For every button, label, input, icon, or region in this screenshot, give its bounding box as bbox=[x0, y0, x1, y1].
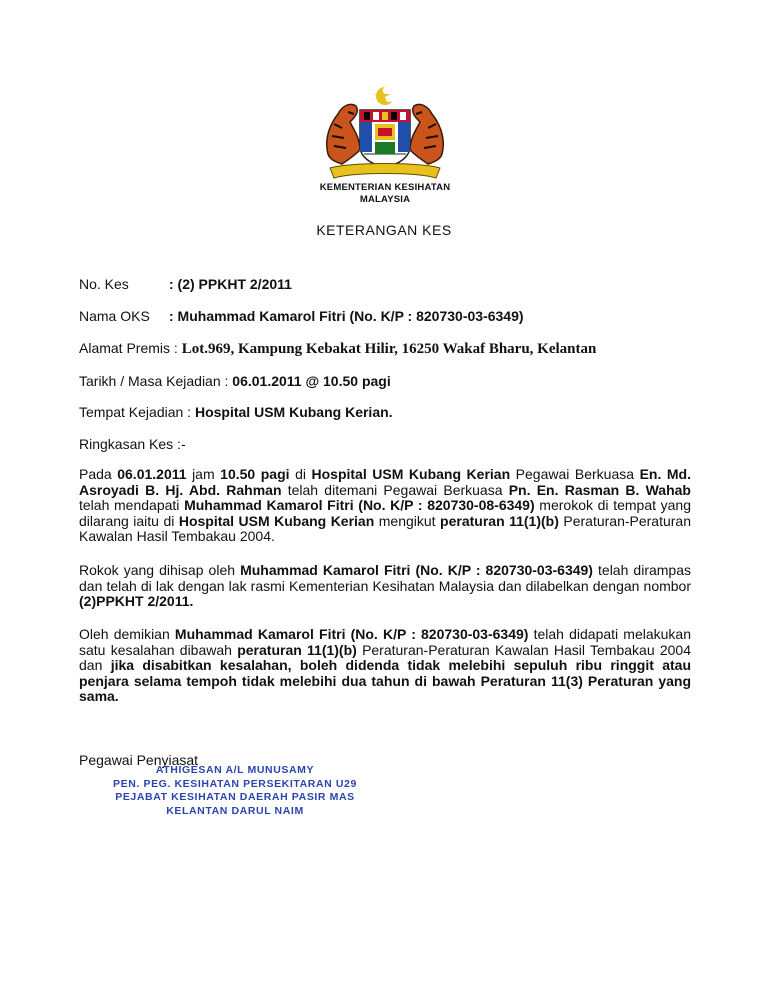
tempat-value: Hospital USM Kubang Kerian. bbox=[194, 404, 393, 420]
no-kes-row bbox=[79, 276, 292, 292]
tarikh-value: 06.01.2011 @ 10.50 pagi bbox=[232, 373, 391, 389]
officer-position: PEN. PEG. KESIHATAN PERSEKITARAN U29 bbox=[113, 777, 357, 790]
ministry-line-2: MALAYSIA bbox=[359, 194, 411, 205]
signature-block bbox=[100, 764, 370, 818]
officer-name: ATHIGESAN A/L MUNUSAMY bbox=[155, 764, 315, 776]
nama-row bbox=[79, 308, 524, 324]
alamat-row bbox=[79, 340, 596, 358]
alamat-value: Lot.969, Kampung Kebakat Hilir, 16250 Wakaf Bharu, Kelantan bbox=[181, 341, 597, 357]
tempat-row bbox=[79, 404, 393, 420]
no-kes-value: : (2) PPKHT 2/2011 bbox=[169, 276, 292, 292]
nama-value: : Muhammad Kamarol Fitri (No. K/P : 820730-03-6349) bbox=[169, 308, 524, 324]
tarikh-label: Tarikh / Masa Kejadian : bbox=[79, 373, 233, 389]
officer-state: KELANTAN DARUL NAIM bbox=[166, 804, 304, 817]
no-kes-label: No. Kes bbox=[79, 276, 129, 292]
ministry-name bbox=[300, 182, 470, 206]
nama-label: Nama OKS bbox=[79, 308, 150, 324]
paragraph-1: Pada 06.01.2011 jam 10.50 pagi di Hospital USM Kubang Kerian Pegawai Berkuasa En. Md. Asroyadi B. Hj. Abd. Rahman telah ditemani Pegawai Berkuasa Pn. En. Rasman B. Wahab telah mendapati Muhammad Kamarol Fitri (No. K/P : 820730-08-6349) merokok di tempat yang dilarang iaitu di Hospital USM Kubang Kerian mengikut peraturan 11(1)(b) Peraturan-Peraturan Kawalan Hasil Tembakau 2004. bbox=[79, 466, 692, 544]
paragraph-2: Rokok yang dihisap oleh Muhammad Kamarol Fitri (No. K/P : 820730-03-6349) telah dirampas dan telah di lak dengan lak rasmi Kementerian Kesihatan Malaysia dan dilabelkan dengan nombor (2)PPKHT 2/2011. bbox=[79, 562, 691, 609]
document-title: KETERANGAN KES bbox=[316, 222, 452, 238]
ringkasan-label: Ringkasan Kes :- bbox=[79, 436, 186, 452]
officer-office: PEJABAT KESIHATAN DAERAH PASIR MAS bbox=[115, 791, 355, 803]
tempat-label: Tempat Kejadian : bbox=[79, 404, 195, 420]
tarikh-row bbox=[79, 373, 391, 389]
paragraph-3: Oleh demikian Muhammad Kamarol Fitri (No. K/P : 820730-03-6349) telah didapati melakukan satu kesalahan dibawah peraturan 11(1)(b) Peraturan-Peraturan Kawalan Hasil Tembakau 2004 dan jika disabitkan kesalahan, boleh didenda tidak melebihi sepuluh ribu ringgit atau penjara selama tempoh tidak melebihi dua tahun di bawah Peraturan 11(3) Peraturan yang sama. bbox=[79, 626, 692, 704]
ministry-line-1: KEMENTERIAN KESIHATAN bbox=[319, 182, 451, 193]
signature-label: Pegawai Penyiasat bbox=[79, 752, 199, 768]
coat-of-arms-icon bbox=[320, 84, 450, 182]
alamat-label: Alamat Premis : bbox=[79, 340, 182, 356]
